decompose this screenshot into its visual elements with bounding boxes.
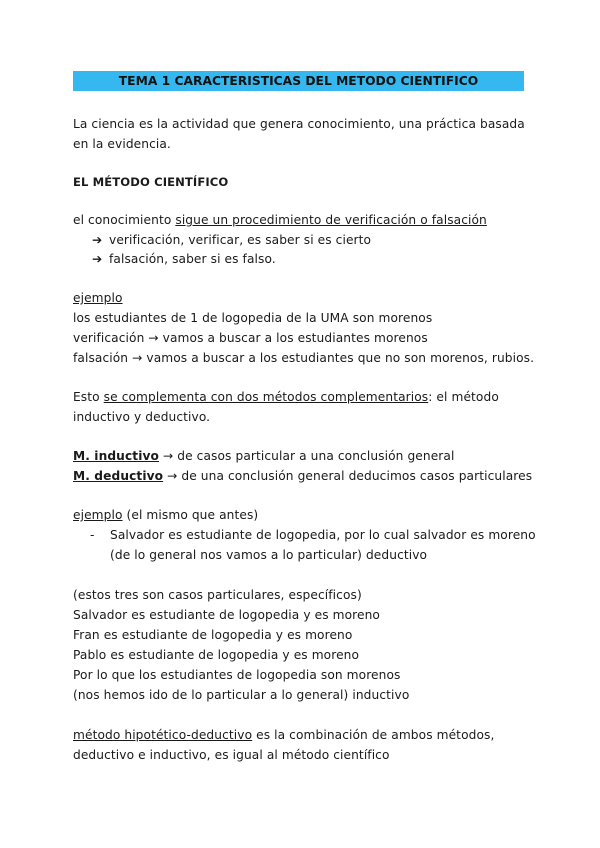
inductive-text: → de casos particular a una conclusión general <box>159 449 455 463</box>
list-item-text: falsación, saber si es falso. <box>109 252 276 266</box>
deductive-definition <box>73 468 532 484</box>
intro-line-2: en la evidencia. <box>73 137 171 151</box>
inductive-example-line: Fran es estudiante de logopedia y es moreno <box>73 628 353 642</box>
hypothetico-suffix: es la combinación de ambos métodos, <box>252 728 495 742</box>
list-item <box>92 251 276 267</box>
inductive-example-line: Salvador es estudiante de logopedia y es moreno <box>73 608 380 622</box>
list-item-continuation: (de lo general nos vamos a lo particular) deductivo <box>110 548 428 562</box>
example-line-1: los estudiantes de 1 de logopedia de la UMA son morenos <box>73 311 433 325</box>
title-banner <box>73 71 524 91</box>
complement-line-1 <box>73 389 499 405</box>
list-item-text: verificación, verificar, es saber si es cierto <box>109 233 372 247</box>
list-item-text: Salvador es estudiante de logopedia, por lo cual salvador es moreno <box>110 528 536 542</box>
list-item <box>92 232 371 248</box>
intro-line-1: La ciencia es la actividad que genera conocimiento, una práctica basada <box>73 117 525 131</box>
deductive-label: M. deductivo <box>73 469 164 483</box>
inductive-example-line: Por lo que los estudiantes de logopedia son morenos <box>73 668 401 682</box>
inductive-definition <box>73 448 454 464</box>
complement-prefix: Esto <box>73 390 104 404</box>
inductive-label: M. inductivo <box>73 449 160 463</box>
knowledge-underlined: sigue un procedimiento de verificación o falsación <box>175 213 487 227</box>
section-heading: EL MÉTODO CIENTÍFICO <box>73 175 229 189</box>
inductive-example-line: Pablo es estudiante de logopedia y es moreno <box>73 648 360 662</box>
arrow-bullet-icon: ➔ <box>92 252 103 266</box>
complement-underlined: se complementa con dos métodos complementarios <box>103 390 429 404</box>
inductive-example-line: (estos tres son casos particulares, específicos) <box>73 588 362 602</box>
inductive-example-line: (nos hemos ido de lo particular a lo general) inductivo <box>73 688 410 702</box>
example-line-2: verificación → vamos a buscar a los estudiantes morenos <box>73 331 428 345</box>
dash-bullet-icon: - <box>90 528 95 542</box>
example2-note: (el mismo que antes) <box>122 508 259 522</box>
hypothetico-underlined: método hipotético-deductivo <box>73 728 253 742</box>
knowledge-line <box>73 212 487 228</box>
example-line-3: falsación → vamos a buscar a los estudiantes que no son morenos, rubios. <box>73 351 535 365</box>
complement-suffix: : el método <box>428 390 499 404</box>
document-title: TEMA 1 CARACTERISTICAS DEL METODO CIENTIFICO <box>118 74 479 88</box>
hypothetico-line-1 <box>73 727 494 743</box>
deductive-text: → de una conclusión general deducimos casos particulares <box>163 469 533 483</box>
example2-header <box>73 507 258 523</box>
example-label: ejemplo <box>73 291 123 305</box>
list-item <box>90 527 536 543</box>
arrow-bullet-icon: ➔ <box>92 233 103 247</box>
hypothetico-line-2: deductivo e inductivo, es igual al método científico <box>73 748 390 762</box>
knowledge-prefix: el conocimiento <box>73 213 176 227</box>
example2-label: ejemplo <box>73 508 123 522</box>
complement-line-2: inductivo y deductivo. <box>73 410 211 424</box>
